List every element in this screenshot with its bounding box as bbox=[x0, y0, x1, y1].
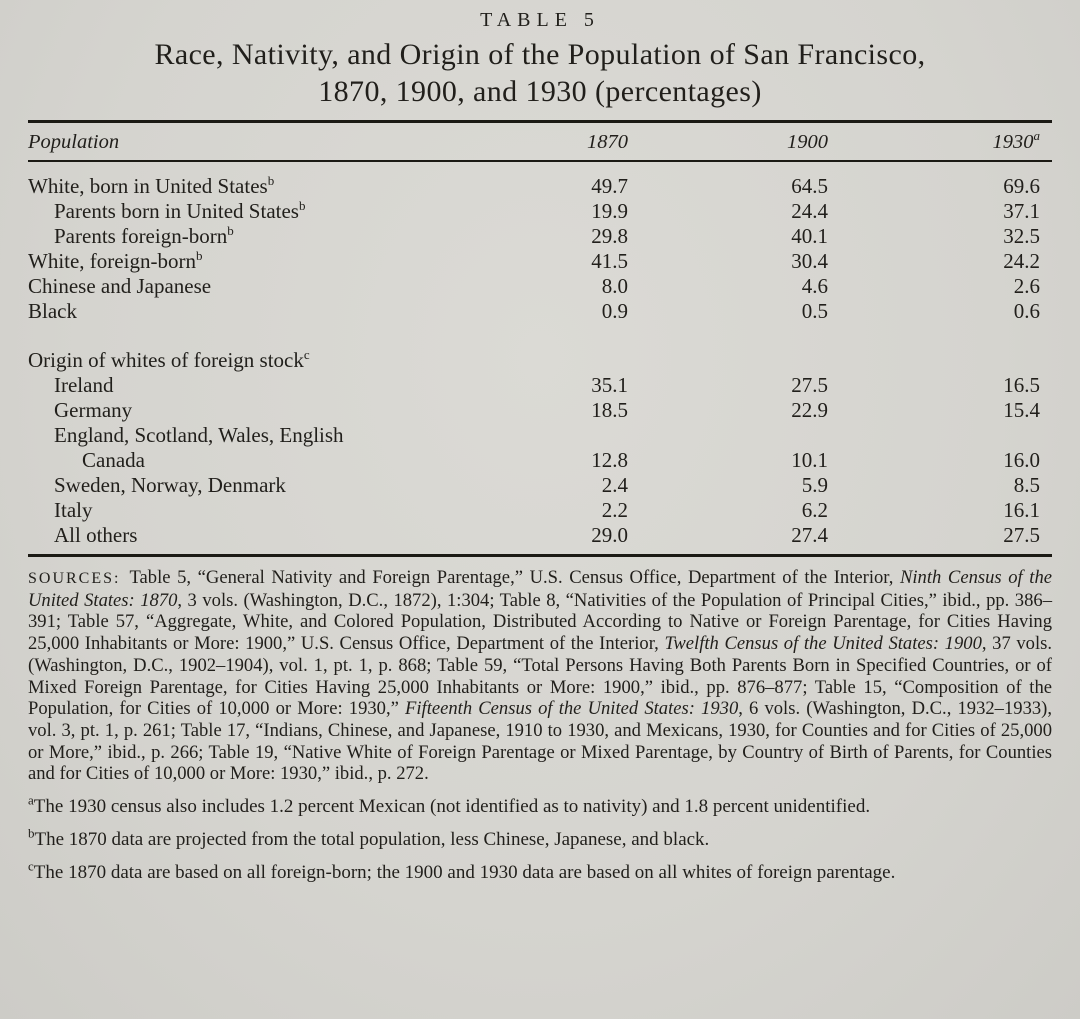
value-1930 bbox=[828, 348, 1052, 373]
source-work-title: Fifteenth Census of the United States: 1930 bbox=[405, 698, 739, 720]
table-number-caption: TABLE 5 bbox=[480, 9, 600, 31]
value-1900: 10.1 bbox=[791, 448, 828, 472]
source-text-segment: , 3 vols. (Washington, D.C., 1872), 1:304; Table 8, “Nativities of the Population of Principal Cities,” ibid., pp. 386–391; Table 57, “Aggregate, White, and Colored Population, Distributed According to Native or Foreign Parentage, for Cities Having 25,000 Inhabitants or More: 1900,” U.S. Census Office, Department of the Interior, bbox=[28, 589, 1052, 655]
value-1930: 0.6 bbox=[1013, 299, 1040, 323]
column-header-1900: 1900 bbox=[628, 122, 828, 162]
table-row bbox=[28, 161, 1052, 199]
population-table bbox=[28, 120, 1052, 557]
row-label: All others bbox=[54, 523, 138, 547]
footnote-marker-b: b bbox=[195, 248, 203, 263]
footnote-a: $^a$The 1930 census also includes 1.2 percent Mexican (not identified as to nativity) and 1.8 percent unidentified. bbox=[28, 792, 871, 818]
value-1870: 41.5 bbox=[591, 249, 628, 273]
sources-note bbox=[28, 567, 1052, 785]
footnote-marker-a: a bbox=[1033, 128, 1040, 144]
table-row bbox=[28, 199, 1052, 224]
footnote-marker-b: b bbox=[298, 198, 306, 213]
value-1930: 69.6 bbox=[1003, 174, 1040, 198]
table-title-line2: 1870, 1900, and 1930 (percentages) bbox=[318, 75, 762, 108]
value-1900: 6.2 bbox=[801, 498, 828, 522]
value-1900 bbox=[628, 348, 828, 373]
value-1870: 18.5 bbox=[591, 398, 628, 422]
value-1930: 27.5 bbox=[1003, 523, 1040, 547]
value-1930: 37.1 bbox=[1003, 199, 1040, 223]
value-1870: 8.0 bbox=[601, 274, 628, 298]
value-1870: 19.9 bbox=[591, 199, 628, 223]
row-label: White, foreign-born$^b$ bbox=[28, 248, 203, 273]
footnote-marker-a: a bbox=[28, 792, 34, 808]
value-1900: 27.4 bbox=[791, 523, 828, 547]
source-text-segment: , 6 vols. (Washington, D.C., 1932–1933), vol. 3, pt. 1, p. 261; Table 17, “Indians, Chinese, and Japanese, 1910 to 1930, and Mexicans, 1930, for Counties and for Cities of 25,000 or More,” ibid., p. 266; Table 19, “Native White of Foreign Parentage or Mixed Parentage, by Country of Birth of Parents, for Counties and for Cities of 10,000 or More: 1930,” ibid., p. 272. bbox=[28, 698, 1053, 785]
row-label: Origin of whites of foreign stock$^c$ bbox=[28, 347, 310, 372]
row-label: Parents born in United States$^b$ bbox=[54, 198, 306, 223]
value-1870: 35.1 bbox=[591, 373, 628, 397]
source-work-title: Twelfth Census of the United States: 1900 bbox=[664, 633, 982, 655]
row-label: Canada bbox=[82, 448, 145, 472]
table-row bbox=[28, 249, 1052, 274]
table-header-row bbox=[28, 122, 1052, 162]
table-row bbox=[28, 448, 1052, 473]
footnote-c: $^c$The 1870 data are based on all foreign-born; the 1900 and 1930 data are based on all whites of foreign parentage. bbox=[28, 858, 896, 884]
row-label: England, Scotland, Wales, English bbox=[54, 423, 344, 447]
value-1930: 2.6 bbox=[1013, 274, 1040, 298]
value-1870: 0.9 bbox=[601, 299, 628, 323]
value-1900: 5.9 bbox=[801, 473, 828, 497]
footnote-marker-b: b bbox=[227, 223, 234, 238]
value-1930: 16.1 bbox=[1003, 498, 1040, 522]
value-1930: 16.0 bbox=[1003, 448, 1040, 472]
column-header-1870: 1870 bbox=[428, 122, 628, 162]
value-1870 bbox=[428, 348, 628, 373]
table-row bbox=[28, 224, 1052, 249]
table-row bbox=[28, 348, 1052, 373]
table-row bbox=[28, 274, 1052, 299]
sources-text bbox=[28, 567, 1052, 784]
spacer-cell bbox=[28, 324, 1052, 348]
row-label: Chinese and Japanese bbox=[28, 274, 212, 298]
footnote-marker-b: b bbox=[28, 825, 35, 841]
source-work-title: Ninth Census of the United States: 1870 bbox=[28, 567, 1053, 611]
table-body bbox=[28, 161, 1052, 556]
footnote-marker-b: b bbox=[267, 173, 275, 188]
table-spacer-row bbox=[28, 324, 1052, 348]
value-1900 bbox=[628, 423, 828, 448]
value-1930 bbox=[828, 423, 1052, 448]
footnote-b: $^b$The 1870 data are projected from the total population, less Chinese, Japanese, and black. bbox=[28, 825, 710, 851]
value-1900: 40.1 bbox=[791, 224, 828, 248]
row-label: Ireland bbox=[54, 373, 114, 397]
row-label: Black bbox=[28, 299, 77, 323]
row-label: Parents foreign-born$^b$ bbox=[54, 223, 234, 248]
value-1930: 15.4 bbox=[1003, 398, 1040, 422]
row-label: White, born in United States$^b$ bbox=[28, 173, 275, 198]
value-1930: 32.5 bbox=[1003, 224, 1040, 248]
row-label: Italy bbox=[54, 498, 93, 522]
value-1930: 8.5 bbox=[1013, 473, 1040, 497]
table-title-line1: Race, Nativity, and Origin of the Population of San Francisco, bbox=[154, 38, 926, 71]
column-header-population: Population bbox=[28, 122, 428, 162]
value-1870: 2.4 bbox=[601, 473, 628, 497]
value-1900: 4.6 bbox=[801, 274, 828, 298]
source-text-segment: Table 5, “General Nativity and Foreign Parentage,” U.S. Census Office, Department of the Interior, bbox=[129, 567, 900, 588]
column-header-1930-text: 1930 bbox=[992, 131, 1034, 153]
value-1900: 22.9 bbox=[791, 398, 828, 422]
table-row bbox=[28, 299, 1052, 324]
row-label: Germany bbox=[54, 398, 133, 422]
value-1900: 24.4 bbox=[791, 199, 828, 223]
value-1900: 30.4 bbox=[791, 249, 828, 273]
sources-label: SOURCES: bbox=[28, 570, 121, 587]
value-1870 bbox=[428, 423, 628, 448]
footnote-marker-c: c bbox=[303, 347, 310, 362]
table-row bbox=[28, 373, 1052, 398]
table-row bbox=[28, 398, 1052, 423]
table-title bbox=[28, 36, 1052, 110]
value-1870: 29.8 bbox=[591, 224, 628, 248]
table-row bbox=[28, 473, 1052, 498]
value-1900: 0.5 bbox=[801, 299, 828, 323]
table-row bbox=[28, 523, 1052, 556]
value-1870: 29.0 bbox=[591, 523, 628, 547]
table-row bbox=[28, 498, 1052, 523]
value-1900: 64.5 bbox=[791, 174, 828, 198]
value-1870: 2.2 bbox=[601, 498, 628, 522]
row-label: Sweden, Norway, Denmark bbox=[54, 473, 286, 497]
source-text-segment: , 37 vols. (Washington, D.C., 1902–1904), vol. 1, pt. 1, p. 868; Table 59, “Total Persons Having Both Parents Born in Specified Countries, or of Mixed Foreign Parentage, for Cities Having 25,000 Inhabitants or More: 1900,” ibid., pp. 876–877; Table 15, “Composition of the Population, for Cities of 10,000 or More: 1930,” bbox=[28, 633, 1053, 720]
value-1930: 24.2 bbox=[1003, 249, 1040, 273]
table-row bbox=[28, 423, 1052, 448]
value-1930: 16.5 bbox=[1003, 373, 1040, 397]
value-1900: 27.5 bbox=[791, 373, 828, 397]
value-1870: 49.7 bbox=[591, 174, 628, 198]
column-header-1930 bbox=[828, 122, 1052, 162]
footnote-marker-c: c bbox=[28, 858, 34, 874]
footnotes-block bbox=[28, 792, 1052, 884]
value-1870: 12.8 bbox=[591, 448, 628, 472]
